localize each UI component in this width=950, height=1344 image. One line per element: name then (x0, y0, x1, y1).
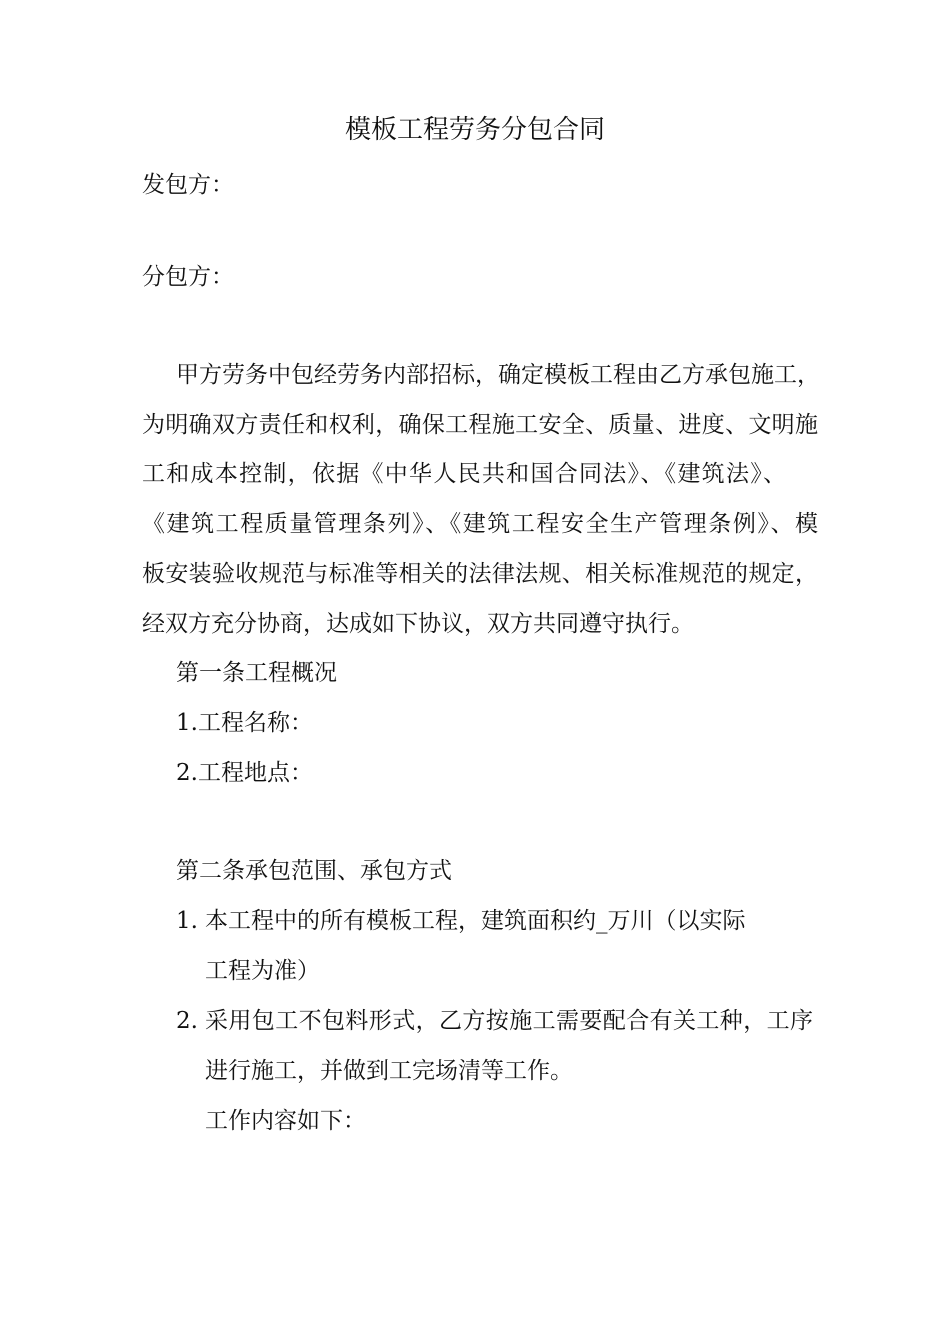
article-1-heading: 第一条工程概况 (176, 660, 337, 686)
article-2-item-1-number: 1. (176, 908, 198, 934)
preamble-line: 甲方劳务中包经劳务内部招标，确定模板工程由乙方承包施工， (176, 362, 820, 388)
preamble-line: 为明确双方责任和权利，确保工程施工安全、质量、进度、文明施 (142, 412, 818, 438)
party-a-label: 发包方： (142, 172, 234, 198)
article-1-item-project-name: 1.工程名称： (176, 710, 313, 736)
preamble-line: 《建筑工程质量管理条列》、《建筑工程安全生产管理条例》、模 (142, 511, 818, 537)
article-2-item-1-line: 工程为准） (205, 958, 320, 984)
article-1-item-project-location: 2.工程地点： (176, 760, 313, 786)
article-2-heading: 第二条承包范围、承包方式 (176, 858, 452, 884)
preamble-line: 板安装验收规范与标准等相关的法律法规、相关标准规范的规定， (142, 561, 818, 587)
article-2-item-2-line: 进行施工，并做到工完场清等工作。 (205, 1058, 573, 1084)
preamble-line: 工和成本控制，依据《中华人民共和国合同法》、《建筑法》、 (142, 461, 786, 487)
document-title: 模板工程劳务分包合同 (344, 115, 605, 145)
article-2-item-1-line: 本工程中的所有模板工程，建筑面积约_万川（以实际 (205, 908, 746, 934)
article-2-item-2-line: 采用包工不包料形式，乙方按施工需要配合有关工种，工序 (205, 1008, 813, 1034)
article-2-item-2-number: 2. (176, 1008, 198, 1034)
work-content-label: 工作内容如下： (205, 1108, 366, 1134)
preamble-line: 经双方充分协商，达成如下协议，双方共同遵守执行。 (142, 611, 694, 637)
party-b-label: 分包方： (142, 264, 234, 290)
